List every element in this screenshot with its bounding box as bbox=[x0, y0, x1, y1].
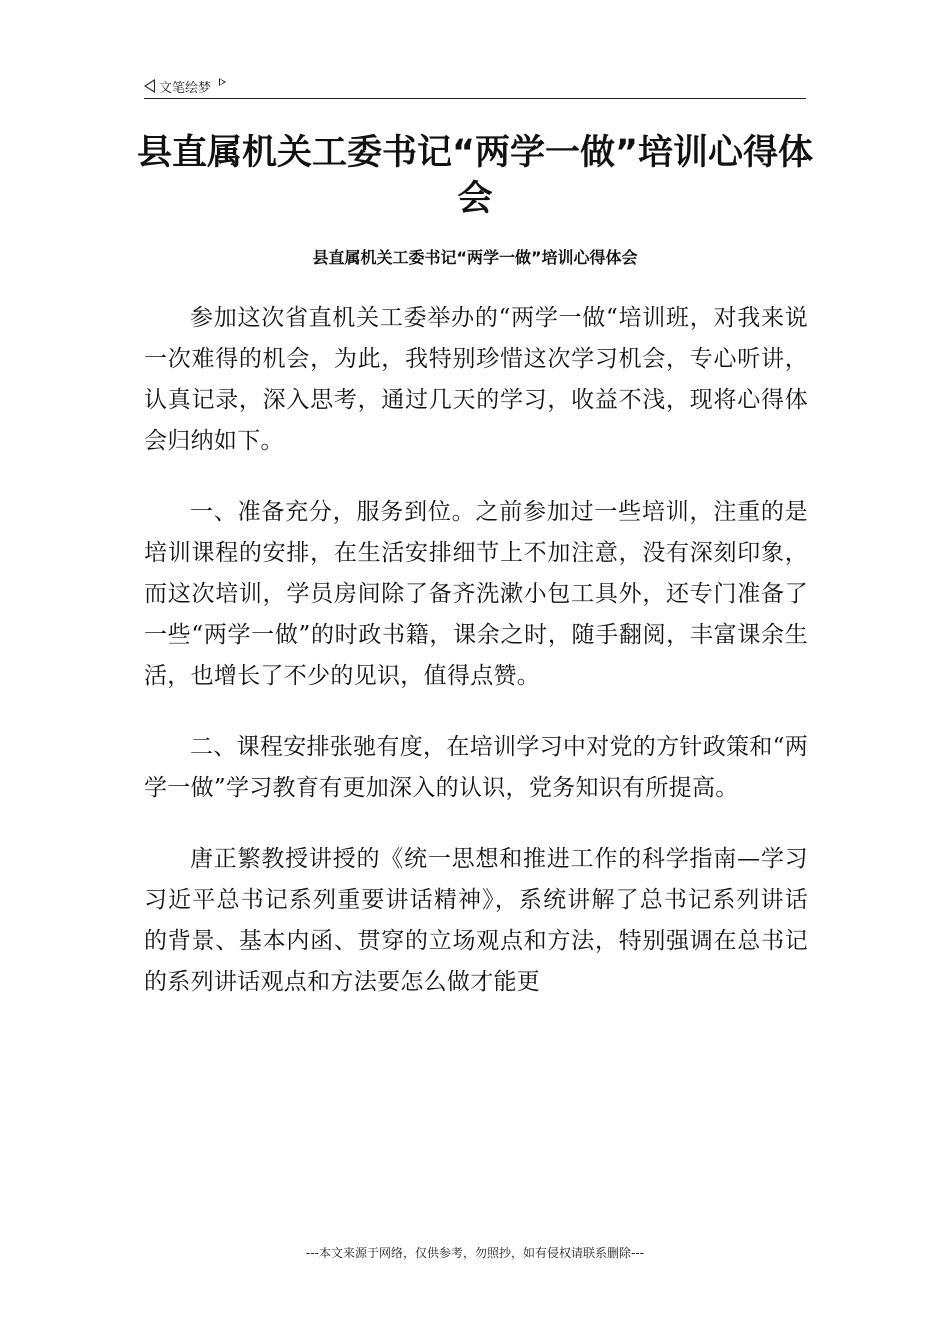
document-header bbox=[144, 74, 806, 99]
document-title: 县直属机关工委书记“两学一做”培训心得体会 bbox=[136, 133, 813, 219]
document-body bbox=[144, 298, 808, 1033]
paragraph-point-two: 二、课程安排张驰有度，在培训学习中对党的方针政策和“两学一做”学习教育有更加深入的认识，党务知识有所提高。 bbox=[144, 734, 808, 801]
document-footer: ---本文来源于网络，仅供参考，勿照抄，如有侵权请联系删除--- bbox=[306, 1246, 644, 1260]
document-subtitle: 县直属机关工委书记“两学一做”培训心得体会 bbox=[312, 248, 638, 267]
triangle-left-icon bbox=[144, 79, 155, 93]
triangle-right-icon bbox=[219, 78, 226, 86]
paragraph-lecture: 唐正繁教授讲授的《统一思想和推进工作的科学指南—学习习近平总书记系列重要讲话精神》，系统讲解了总书记系列讲话的背景、基本内函、贯穿的立场观点和方法，特别强调在总书记的系列讲话观点和方法要怎么做才能更 bbox=[144, 846, 808, 995]
paragraph-intro: 参加这次省直机关工委举办的“两学一做“培训班，对我来说一次难得的机会，为此，我特别珍惜这次学习机会，专心听讲，认真记录，深入思考，通过几天的学习，收益不浅，现将心得体会归纳如下。 bbox=[144, 305, 808, 454]
header-brand: 文笔绘梦 bbox=[159, 80, 212, 96]
paragraph-point-one: 一、准备充分，服务到位。之前参加过一些培训，注重的是培训课程的安排，在生活安排细节上不加注意，没有深刻印象，而这次培训，学员房间除了备齐洗漱小包工具外，还专门准备了一些“两学一做”的时政书籍，课余之时，随手翻阅，丰富课余生活，也增长了不少的见识，值得点赞。 bbox=[144, 499, 808, 689]
